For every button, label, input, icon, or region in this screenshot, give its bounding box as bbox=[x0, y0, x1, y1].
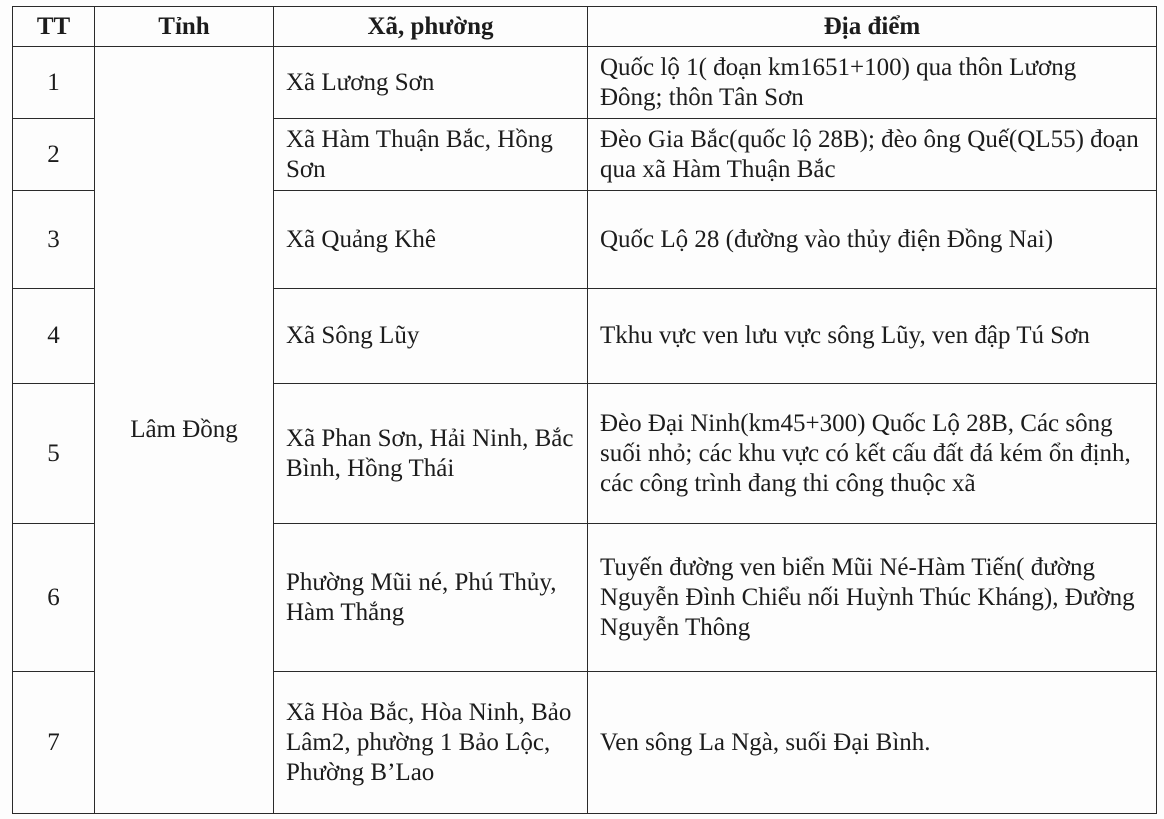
location-cell: Ven sông La Ngà, suối Đại Bình. bbox=[588, 672, 1157, 814]
ward-cell: Xã Hàm Thuận Bắc, Hồng Sơn bbox=[274, 119, 588, 191]
location-cell: Đèo Gia Bắc(quốc lộ 28B); đèo ông Quế(QL55) đoạn qua xã Hàm Thuận Bắc bbox=[588, 119, 1157, 191]
location-cell: Quốc Lộ 28 (đường vào thủy điện Đồng Nai) bbox=[588, 191, 1157, 289]
row-number: 3 bbox=[13, 191, 95, 289]
location-cell: Đèo Đại Ninh(km45+300) Quốc Lộ 28B, Các sông suối nhỏ; các khu vực có kết cấu đất đá kém ổn định, các công trình đang thi công thuộc xã bbox=[588, 384, 1157, 524]
row-number: 4 bbox=[13, 289, 95, 384]
ward-cell: Xã Lương Sơn bbox=[274, 47, 588, 119]
table-row bbox=[13, 47, 1157, 119]
location-cell: Quốc lộ 1( đoạn km1651+100) qua thôn Lương Đông; thôn Tân Sơn bbox=[588, 47, 1157, 119]
row-number: 5 bbox=[13, 384, 95, 524]
ward-cell: Xã Quảng Khê bbox=[274, 191, 588, 289]
location-cell: Tkhu vực ven lưu vực sông Lũy, ven đập Tú Sơn bbox=[588, 289, 1157, 384]
row-number: 1 bbox=[13, 47, 95, 119]
header-location: Địa điểm bbox=[588, 7, 1157, 47]
row-number: 7 bbox=[13, 672, 95, 814]
header-tt: TT bbox=[13, 7, 95, 47]
table-header-row bbox=[13, 7, 1157, 47]
row-number: 6 bbox=[13, 524, 95, 672]
landslide-location-table bbox=[12, 6, 1157, 814]
header-province: Tỉnh bbox=[95, 7, 274, 47]
ward-cell: Xã Hòa Bắc, Hòa Ninh, Bảo Lâm2, phường 1 Bảo Lộc, Phường B’Lao bbox=[274, 672, 588, 814]
ward-cell: Xã Sông Lũy bbox=[274, 289, 588, 384]
ward-cell: Xã Phan Sơn, Hải Ninh, Bắc Bình, Hồng Thái bbox=[274, 384, 588, 524]
row-number: 2 bbox=[13, 119, 95, 191]
location-cell: Tuyến đường ven biển Mũi Né-Hàm Tiến( đường Nguyễn Đình Chiểu nối Huỳnh Thúc Kháng), Đường Nguyễn Thông bbox=[588, 524, 1157, 672]
header-ward: Xã, phường bbox=[274, 7, 588, 47]
province-cell: Lâm Đồng bbox=[95, 47, 274, 814]
ward-cell: Phường Mũi né, Phú Thủy, Hàm Thắng bbox=[274, 524, 588, 672]
